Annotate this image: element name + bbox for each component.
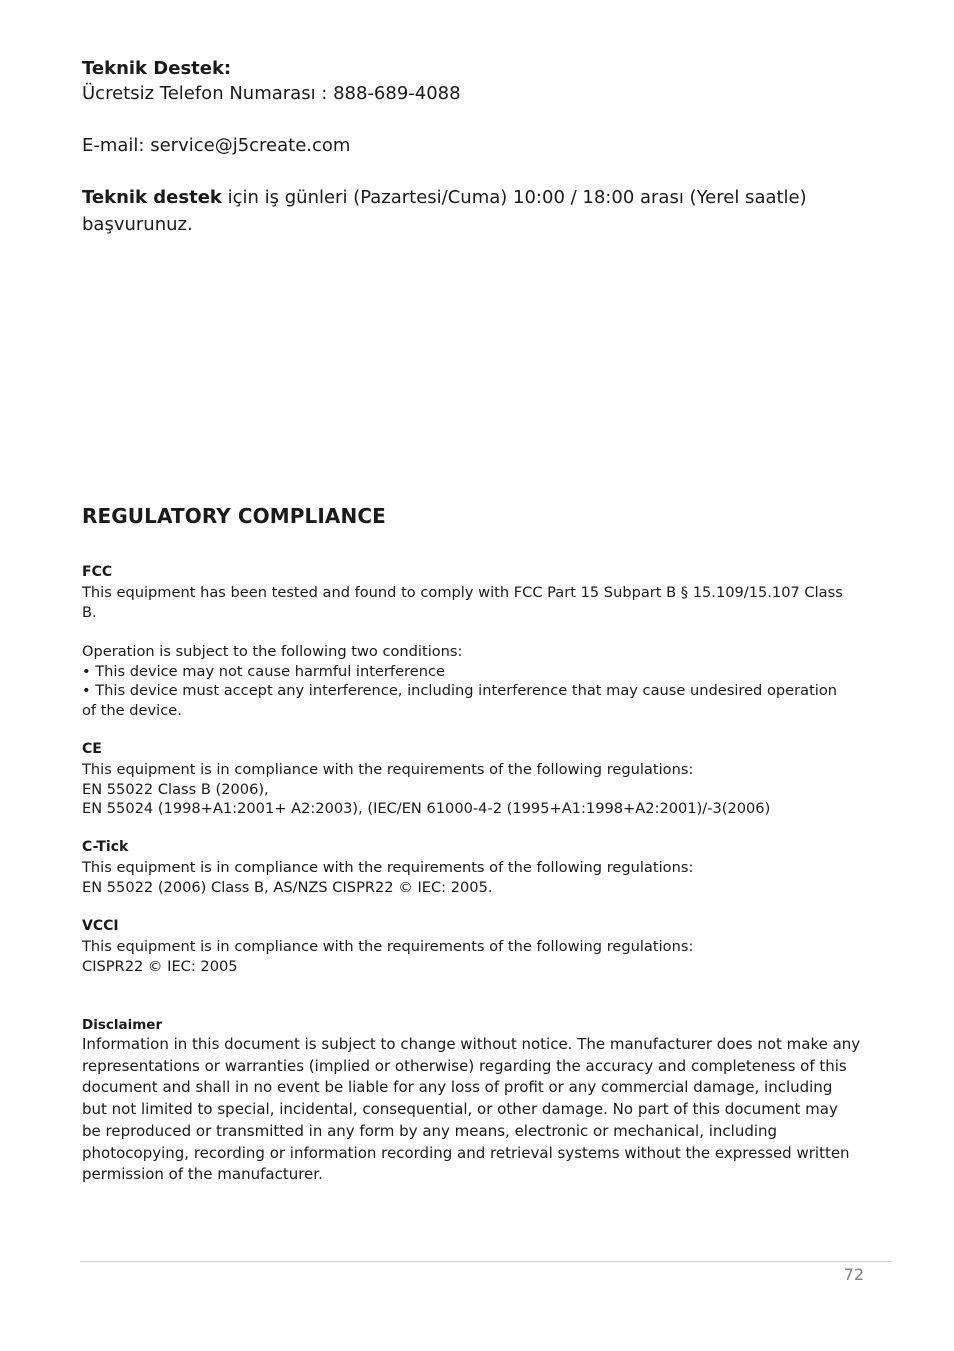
fcc-bullet: • This device may not cause harmful interference: [82, 662, 445, 680]
disclaimer-body: [82, 1034, 892, 1186]
support-phone: Ücretsiz Telefon Numarası : 888-689-4088: [82, 83, 461, 104]
ctick-line: EN 55022 (2006) Class B, AS/NZS CISPR22 © IEC: 2005.: [82, 878, 493, 896]
disclaimer-line: be reproduced or transmitted in any form by any means, electronic or mechanical, including: [82, 1121, 778, 1140]
support-heading: Teknik Destek:: [82, 58, 232, 79]
fcc-line: This equipment has been tested and found to comply with FCC Part 15 Subpart B § 15.109/15.107 Class: [82, 584, 843, 601]
support-hours-line2: başvurunuz.: [82, 214, 193, 235]
page-number: 72: [843, 1265, 864, 1284]
fcc-line: B.: [82, 603, 97, 621]
vcci-heading: VCCI: [82, 918, 119, 934]
fcc-bullet-cont: of the device.: [82, 701, 182, 719]
support-hours: [82, 184, 807, 211]
ce-heading: CE: [82, 741, 102, 757]
support-hours-text: için iş günleri (Pazartesi/Cuma) 10:00 / 18:00 arası (Yerel saatle): [221, 187, 807, 208]
ce-line: EN 55022 Class B (2006),: [82, 780, 269, 798]
ctick-heading: C-Tick: [82, 839, 129, 855]
support-hours-bold: Teknik destek: [82, 187, 222, 208]
vcci-line: CISPR22 © IEC: 2005: [82, 957, 238, 975]
disclaimer-heading: Disclaimer: [82, 1017, 163, 1033]
ctick-line: This equipment is in compliance with the requirements of the following regulations:: [82, 859, 694, 876]
vcci-body: [82, 937, 892, 976]
fcc-body: [82, 583, 892, 622]
regulatory-title: REGULATORY COMPLIANCE: [82, 504, 386, 528]
disclaimer-line: document and shall in no event be liable for any loss of profit or any commercial damage, including: [82, 1078, 833, 1097]
disclaimer-line: Information in this document is subject to change without notice. The manufacturer does not make any: [82, 1035, 861, 1053]
ce-body: [82, 760, 892, 819]
support-email: E-mail: service@j5create.com: [82, 135, 351, 156]
disclaimer-line: but not limited to special, incidental, consequential, or other damage. No part of this document may: [82, 1100, 838, 1119]
disclaimer-line: permission of the manufacturer.: [82, 1165, 323, 1184]
disclaimer-line: photocopying, recording or information recording and retrieval systems without the expressed written: [82, 1143, 850, 1162]
fcc-bullet: • This device must accept any interference, including interference that may cause undesired operation: [82, 682, 838, 700]
disclaimer-line: representations or warranties (implied or otherwise) regarding the accuracy and completeness of this: [82, 1056, 847, 1075]
footer-divider: [80, 1261, 892, 1262]
fcc-conditions-intro: Operation is subject to the following two conditions:: [82, 643, 463, 660]
ctick-body: [82, 858, 892, 897]
vcci-line: This equipment is in compliance with the requirements of the following regulations:: [82, 938, 694, 955]
fcc-conditions: [82, 642, 892, 720]
ce-line: EN 55024 (1998+A1:2001+ A2:2003), (IEC/EN 61000-4-2 (1995+A1:1998+A2:2001)/-3(2006): [82, 800, 771, 818]
fcc-heading: FCC: [82, 564, 113, 580]
ce-line: This equipment is in compliance with the requirements of the following regulations:: [82, 761, 694, 778]
